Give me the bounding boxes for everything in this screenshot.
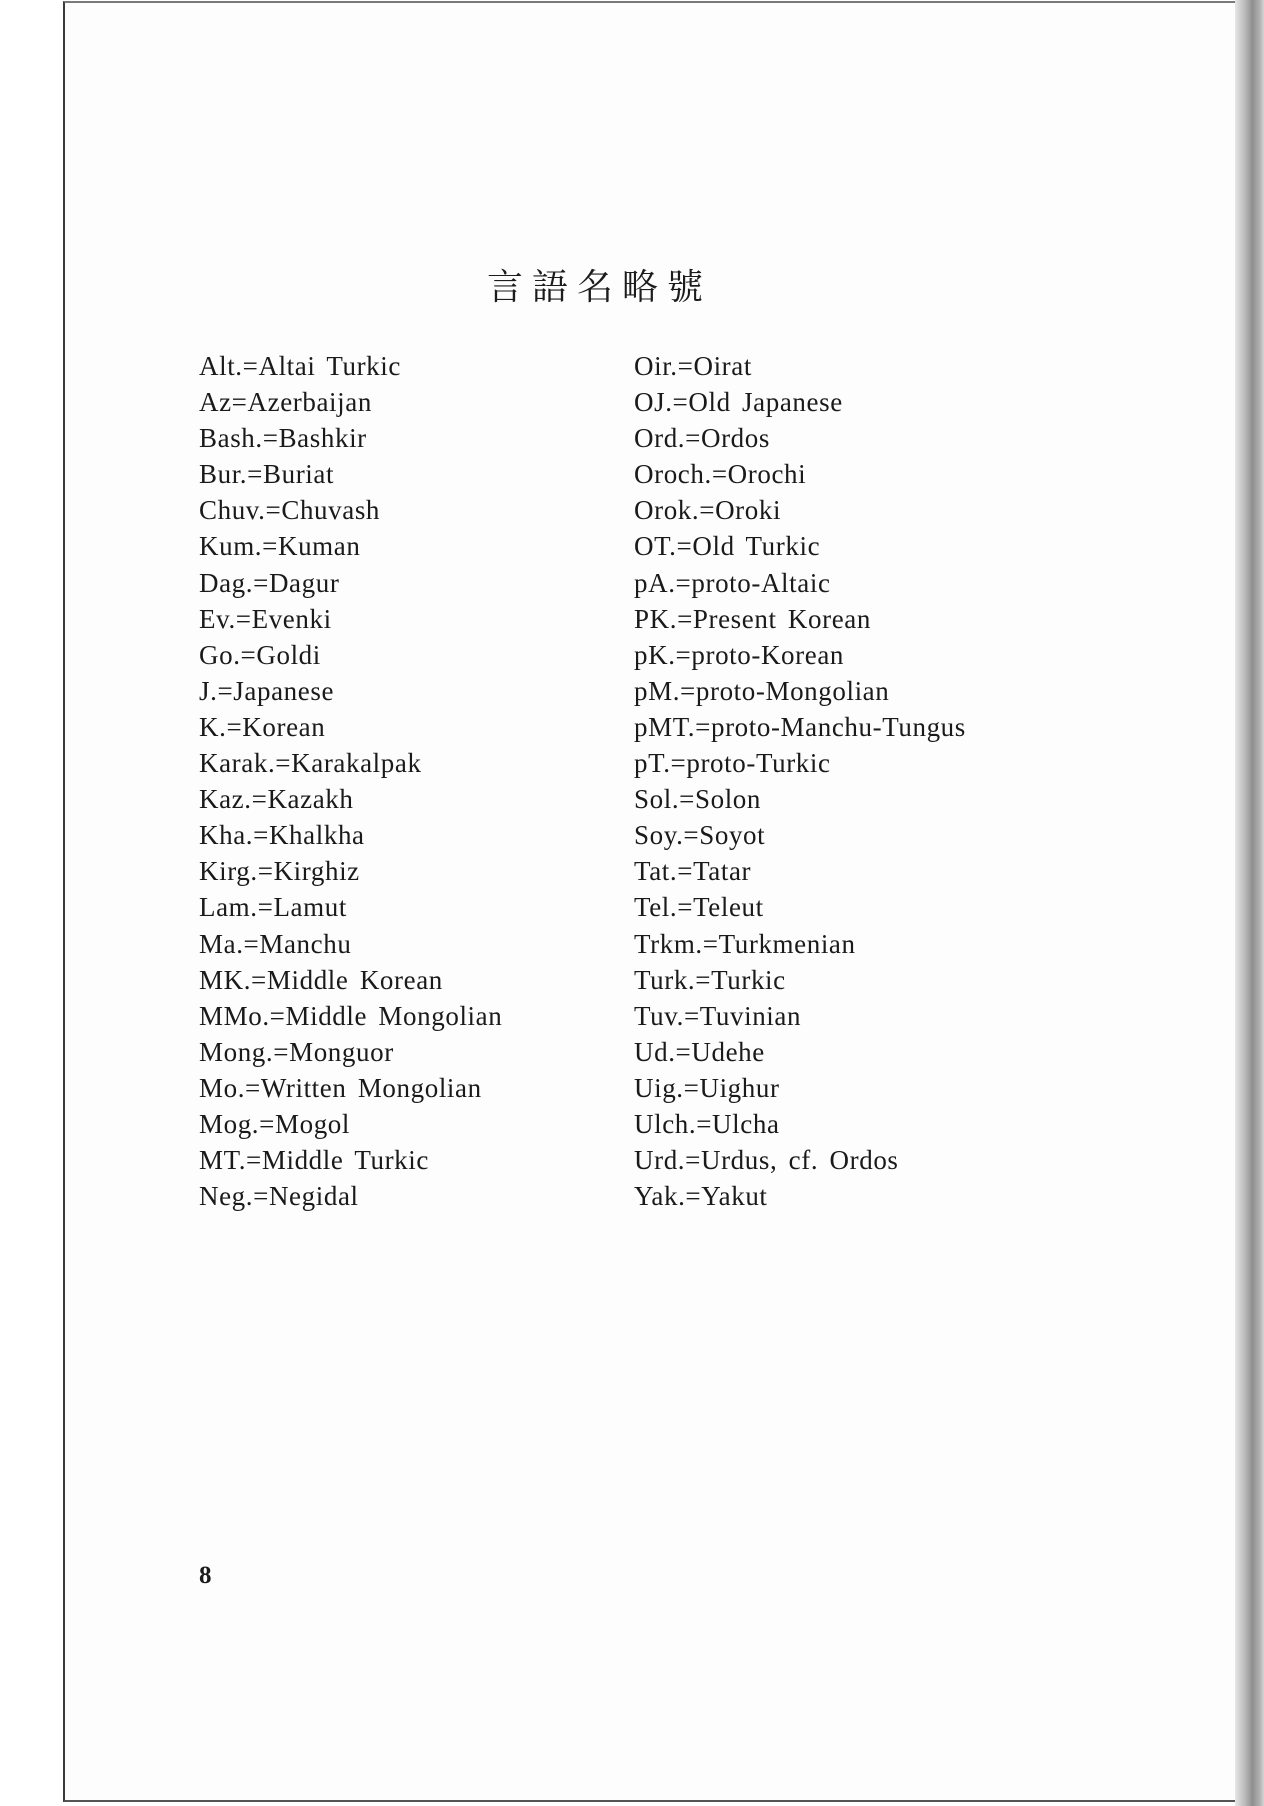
abbreviation-entry: Alt.=Altai Turkic (199, 351, 401, 381)
abbreviation-entry: Go.=Goldi (199, 639, 321, 670)
abbreviation-entry: pMT.=proto-Manchu-Tungus (634, 711, 966, 742)
abbreviation-entry: Neg.=Negidal (199, 1181, 359, 1212)
abbreviation-entry: Tat.=Tatar (634, 856, 752, 887)
abbreviation-entry: Bash.=Bashkir (199, 423, 367, 454)
abbreviation-entry: Ord.=Ordos (634, 423, 770, 454)
abbreviation-entry: K.=Korean (199, 711, 326, 742)
abbreviation-entry: Kirg.=Kirghiz (199, 856, 360, 887)
abbreviation-entry: OT.=Old Turkic (634, 531, 821, 562)
abbreviation-entry: Ev.=Evenki (199, 603, 332, 634)
abbreviation-entry: Yak.=Yakut (634, 1181, 768, 1212)
abbreviation-entry: Uig.=Uighur (634, 1072, 780, 1103)
abbreviation-entry: PK.=Present Korean (634, 603, 871, 634)
abbreviation-entry: Urd.=Urdus, cf. Ordos (634, 1145, 899, 1176)
abbreviation-entry: Kum.=Kuman (199, 531, 361, 562)
abbreviation-entry: Tuv.=Tuvinian (634, 1000, 802, 1031)
abbreviation-entry: Oir.=Oirat (634, 351, 752, 381)
abbreviation-entry: Ud.=Udehe (634, 1036, 765, 1067)
abbreviation-entry: Mo.=Written Mongolian (199, 1072, 482, 1103)
abbreviation-entry: Chuv.=Chuvash (199, 495, 381, 526)
abbreviation-entry: Ulch.=Ulcha (634, 1108, 780, 1139)
abbreviation-entry: J.=Japanese (199, 675, 335, 706)
abbreviation-entry: Dag.=Dagur (199, 567, 340, 598)
abbreviation-entry: Trkm.=Turkmenian (634, 928, 856, 959)
abbreviation-entry: Kha.=Khalkha (199, 820, 365, 851)
abbreviation-entry: Sol.=Solon (634, 784, 762, 815)
abbreviation-entry: Orok.=Oroki (634, 495, 782, 526)
abbreviation-column-left (199, 348, 502, 1214)
abbreviation-entry: Oroch.=Orochi (634, 459, 807, 490)
page-edge-shadow (1235, 0, 1264, 1806)
abbreviation-entry: pA.=proto-Altaic (634, 567, 831, 598)
abbreviation-entry: OJ.=Old Japanese (634, 387, 843, 418)
abbreviation-entry: Tel.=Teleut (634, 892, 764, 923)
page-title: 言語名略號 (487, 267, 713, 308)
abbreviation-entry: MMo.=Middle Mongolian (199, 1000, 503, 1031)
abbreviation-entry: MT.=Middle Turkic (199, 1145, 429, 1176)
abbreviation-entry: Soy.=Soyot (634, 820, 766, 851)
abbreviation-entry: MK.=Middle Korean (199, 964, 443, 995)
abbreviation-entry: Bur.=Buriat (199, 459, 335, 490)
abbreviation-entry: Karak.=Karakalpak (199, 748, 422, 779)
abbreviation-entry: Kaz.=Kazakh (199, 784, 354, 815)
abbreviation-column-right (634, 348, 966, 1214)
abbreviation-entry: pM.=proto-Mongolian (634, 675, 890, 706)
abbreviation-entry: Mong.=Monguor (199, 1036, 394, 1067)
abbreviation-entry: pT.=proto-Turkic (634, 748, 831, 779)
abbreviation-entry: Az=Azerbaijan (199, 387, 372, 418)
abbreviation-entry: pK.=proto-Korean (634, 639, 845, 670)
abbreviation-entry: Ma.=Manchu (199, 928, 352, 959)
abbreviation-entry: Turk.=Turkic (634, 964, 786, 995)
abbreviation-entry: Mog.=Mogol (199, 1108, 350, 1139)
abbreviation-entry: Lam.=Lamut (199, 892, 347, 923)
page-number: 8 (199, 1562, 212, 1589)
